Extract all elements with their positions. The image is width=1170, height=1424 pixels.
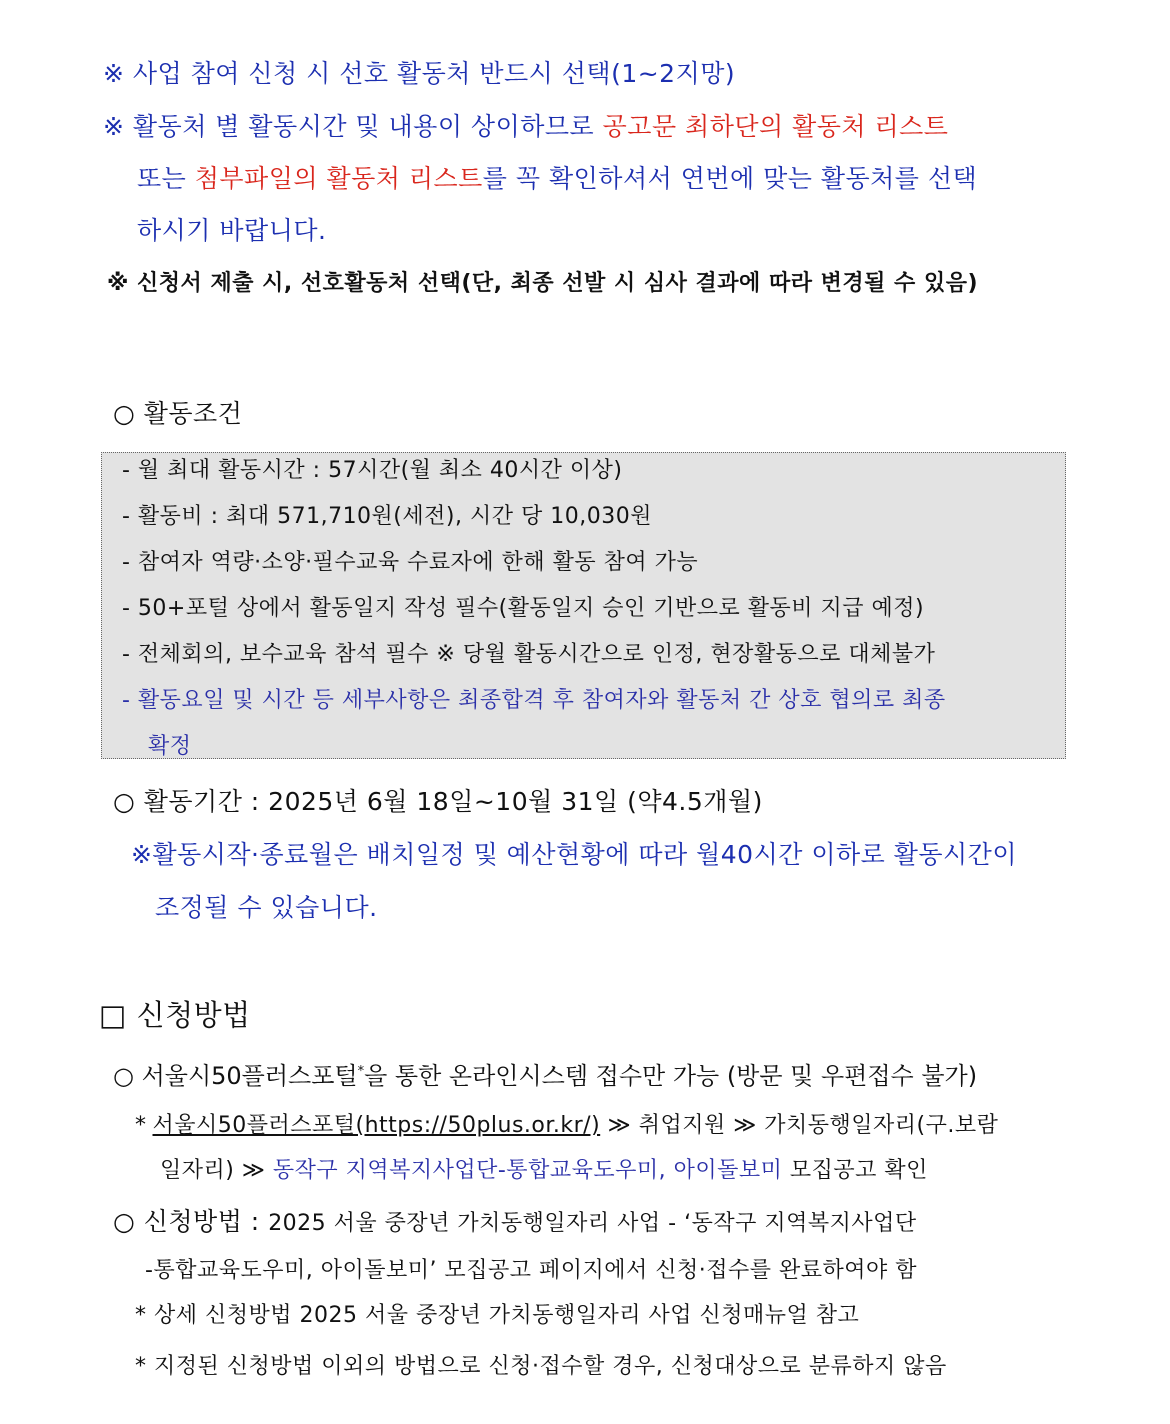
period-note-line-1: ※활동시작·종료월은 배치일정 및 예산현황에 따라 월40시간 이하로 활동시간이: [131, 840, 1017, 869]
condition-item-1: - 월 최대 활동시간 : 57시간(월 최소 40시간 이상): [122, 458, 623, 483]
notice-line-3: [137, 159, 977, 195]
footnote2-c: 모집공고 확인: [782, 1158, 928, 1183]
notice-line-4: 하시기 바랍니다.: [137, 216, 327, 245]
method-text: 2025 서울 중장년 가치동행일자리 사업 - ‘동작구 지역복지사업단: [268, 1211, 917, 1236]
footnote-rest: ≫ 취업지원 ≫ 가치동행일자리(구.보람: [600, 1113, 999, 1138]
apply-footnote-line-2: [160, 1153, 928, 1184]
notice-line-2: [103, 107, 948, 143]
period-heading: ○ 활동기간 : 2025년 6월 18일~10월 31일 (약4.5개월): [113, 787, 763, 816]
condition-item-2: - 활동비 : 최대 571,710원(세전), 시간 당 10,030원: [122, 504, 652, 529]
condition-item-5: - 전체회의, 보수교육 참석 필수 ※ 당월 활동시간으로 인정, 현장활동으로 대체불가: [122, 642, 936, 667]
apply-detail-2: * 지정된 신청방법 이외의 방법으로 신청·접수할 경우, 신청대상으로 분류하지 않음: [135, 1354, 947, 1379]
footnote2-a: 일자리) ≫: [160, 1158, 273, 1183]
apply-online-line: [113, 1056, 977, 1091]
apply-online-sup: *: [357, 1064, 365, 1079]
notice-line-2-highlight: 공고문 최하단의 활동처 리스트: [602, 112, 949, 141]
apply-online-a: ○ 서울시50플러스포털: [113, 1062, 358, 1090]
conditions-heading: ○ 활동조건: [113, 399, 243, 428]
apply-method-line-1: [113, 1202, 917, 1238]
apply-detail-1: * 상세 신청방법 2025 서울 중장년 가치동행일자리 사업 신청매뉴얼 참고: [135, 1303, 860, 1328]
notice-line-2-text: ※ 활동처 별 활동시간 및 내용이 상이하므로: [103, 112, 603, 141]
condition-note-line-2: 확정: [148, 734, 192, 759]
footnote2-b: 동작구 지역복지사업단-통합교육도우미, 아이돌보미: [272, 1158, 783, 1183]
method-label: ○ 신청방법 :: [113, 1207, 269, 1236]
condition-note-line-1: - 활동요일 및 시간 등 세부사항은 최종합격 후 참여자와 활동처 간 상호 협의로 최종: [122, 688, 946, 713]
notice-line-3-c: 를 꼭 확인하셔서 연번에 맞는 활동처를 선택: [482, 164, 978, 193]
apply-method-line-2: -통합교육도우미, 아이돌보미’ 모집공고 페이지에서 신청·접수를 완료하여야 함: [145, 1258, 917, 1283]
apply-section-title: □ 신청방법: [99, 998, 251, 1032]
period-note-line-2: 조정될 수 있습니다.: [155, 893, 378, 922]
portal-link[interactable]: 서울시50플러스포털(https://50plus.or.kr/): [152, 1113, 601, 1138]
notice-line-1: ※ 사업 참여 신청 시 선호 활동처 반드시 선택(1~2지망): [103, 59, 736, 88]
notice-line-3-a: 또는: [137, 164, 195, 193]
condition-item-4: - 50+포털 상에서 활동일지 작성 필수(활동일지 승인 기반으로 활동비 지급 예정): [122, 596, 925, 621]
footnote-star: *: [135, 1113, 147, 1138]
notice-line-5: ※ 신청서 제출 시, 선호활동처 선택(단, 최종 선발 시 심사 결과에 따라 변경될 수 있음): [107, 271, 979, 296]
apply-footnote-line-1: [135, 1108, 998, 1139]
notice-line-3-highlight: 첨부파일의 활동처 리스트: [194, 164, 483, 193]
apply-online-b: 을 통한 온라인시스템 접수만 가능 (방문 및 우편접수 불가): [364, 1062, 978, 1090]
condition-item-3: - 참여자 역량·소양·필수교육 수료자에 한해 활동 참여 가능: [122, 550, 699, 575]
